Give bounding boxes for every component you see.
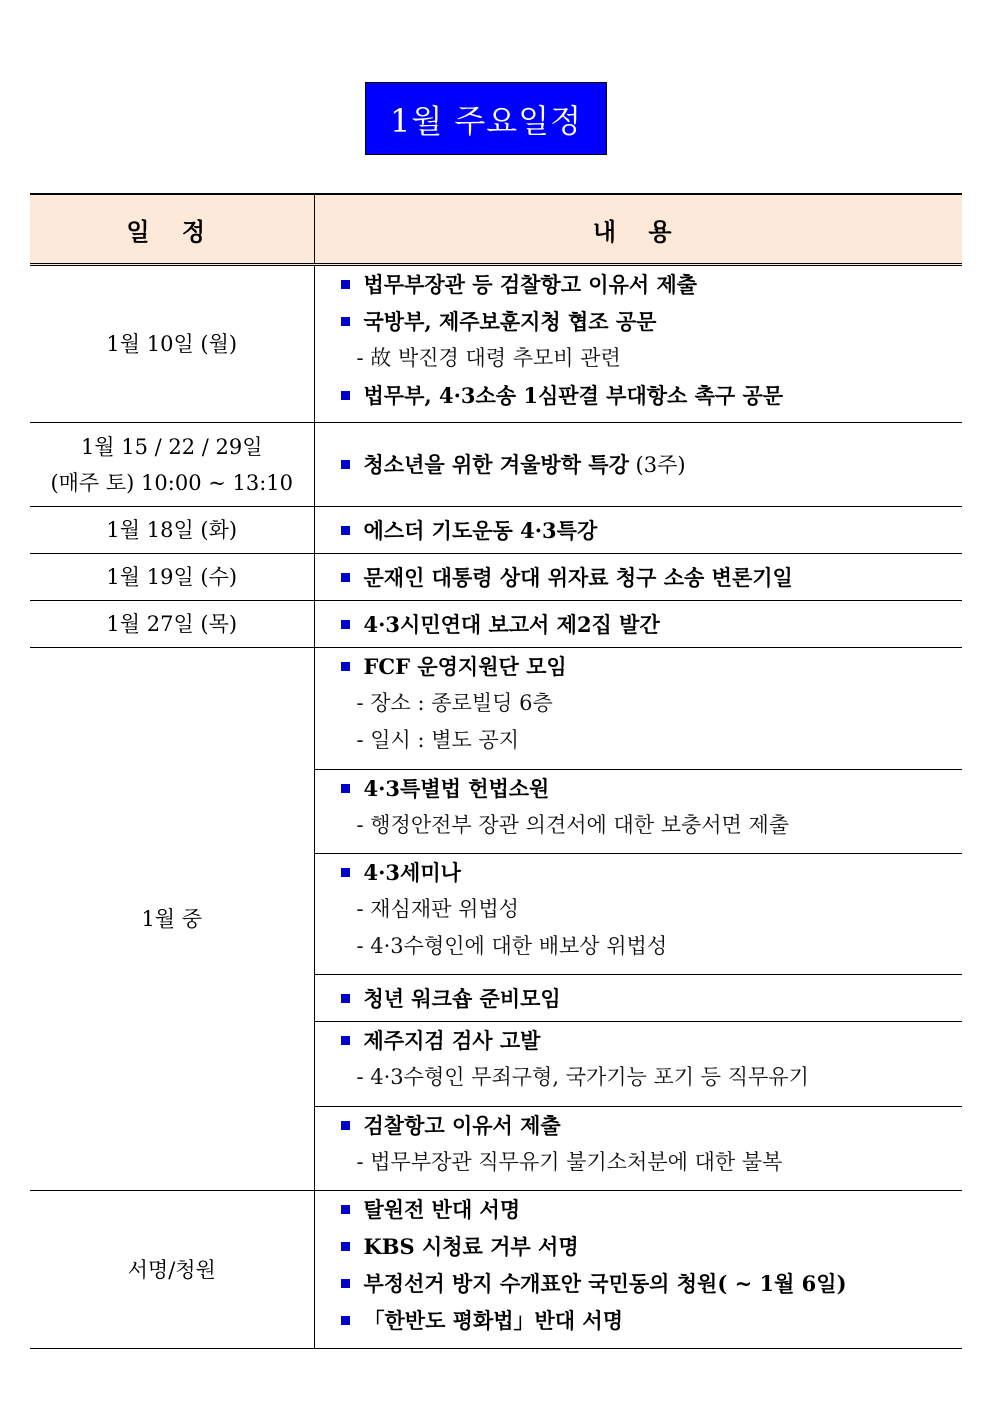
item-text: 「한반도 평화법」반대 서명 <box>363 1308 623 1333</box>
bullet-square-icon <box>341 460 350 469</box>
row-date: 1월 10일 (월) <box>30 265 314 423</box>
bullet-square-icon <box>341 868 350 877</box>
item-text: 청소년을 위한 겨울방학 특강 <box>363 452 629 477</box>
list-item <box>315 303 963 340</box>
row-content <box>314 507 962 554</box>
bullet-square-icon <box>341 573 350 582</box>
item-text: 제주지검 검사 고발 <box>363 1028 541 1053</box>
list-item <box>315 648 963 685</box>
row-date: 1월 19일 (수) <box>30 554 314 601</box>
list-item <box>315 1302 963 1339</box>
sub-item: - 재심재판 위법성 <box>356 897 519 921</box>
item-text: FCF 운영지원단 모임 <box>363 654 567 679</box>
item-text: 4·3세미나 <box>363 860 461 885</box>
schedule-table <box>30 193 962 1349</box>
item-text: 에스더 기도운동 4·3특강 <box>363 517 598 543</box>
row-date: 1월 중 <box>30 648 314 1191</box>
list-item <box>315 854 963 891</box>
bullet-square-icon <box>341 391 350 400</box>
list-item <box>315 512 963 549</box>
row-content <box>314 601 962 648</box>
page-title: 1월 주요일정 <box>389 101 583 140</box>
table-row <box>30 1191 962 1349</box>
date-line: 1월 15 / 22 / 29일 <box>80 434 263 459</box>
row-content <box>314 1107 962 1191</box>
table-header-row <box>30 194 962 265</box>
list-item <box>315 606 963 643</box>
table-row <box>30 554 962 601</box>
list-item <box>315 446 963 483</box>
sub-item: - 장소 : 종로빌딩 6층 <box>356 691 553 715</box>
bullet-square-icon <box>341 994 350 1003</box>
sub-item: - 故 박진경 대령 추모비 관련 <box>356 346 621 370</box>
table-row <box>30 507 962 554</box>
list-item <box>315 980 963 1017</box>
item-text: 탈원전 반대 서명 <box>363 1197 521 1222</box>
row-content <box>314 1191 962 1349</box>
item-text: 법무부장관 등 검찰항고 이유서 제출 <box>363 272 698 297</box>
sub-item: - 법무부장관 직무유기 불기소처분에 대한 불복 <box>356 1150 783 1174</box>
row-date <box>30 423 314 507</box>
list-item <box>315 1191 963 1228</box>
item-text: 부정선거 방지 수개표안 국민동의 청원( ~ 1월 6일) <box>363 1271 847 1296</box>
bullet-square-icon <box>341 280 350 289</box>
row-content <box>314 770 962 854</box>
item-text: 4·3특별법 헌법소원 <box>363 776 550 801</box>
bullet-square-icon <box>341 1316 350 1325</box>
item-text: KBS 시청료 거부 서명 <box>363 1234 579 1259</box>
list-item <box>315 770 963 807</box>
sub-item: - 일시 : 별도 공지 <box>356 728 520 752</box>
row-content <box>314 975 962 1022</box>
row-content <box>314 423 962 507</box>
row-content <box>314 648 962 770</box>
bullet-square-icon <box>341 1242 350 1251</box>
table-row <box>30 265 962 423</box>
header-schedule: 일 정 <box>30 194 314 265</box>
list-item <box>315 1022 963 1059</box>
list-item <box>315 559 963 596</box>
sub-item: - 행정안전부 장관 의견서에 대한 보충서면 제출 <box>356 813 790 837</box>
list-item <box>315 377 963 414</box>
table-row <box>30 648 962 770</box>
table-row <box>30 601 962 648</box>
list-item <box>315 1265 963 1302</box>
page-title-box <box>365 82 607 155</box>
bullet-square-icon <box>341 784 350 793</box>
item-text: 검찰항고 이유서 제출 <box>363 1113 561 1138</box>
item-text: 4·3시민연대 보고서 제2집 발간 <box>363 611 660 637</box>
table-row <box>30 423 962 507</box>
date-line: (매주 토) 10:00 ~ 13:10 <box>50 470 294 495</box>
bullet-square-icon <box>341 620 350 629</box>
bullet-square-icon <box>341 317 350 326</box>
row-content <box>314 554 962 601</box>
row-date: 1월 18일 (화) <box>30 507 314 554</box>
sub-item: - 4·3수형인 무죄구형, 국가기능 포기 등 직무유기 <box>356 1065 809 1089</box>
list-item <box>315 1107 963 1144</box>
bullet-square-icon <box>341 1279 350 1288</box>
row-date: 서명/청원 <box>30 1191 314 1349</box>
item-suffix: (3주) <box>628 453 686 477</box>
row-date: 1월 27일 (목) <box>30 601 314 648</box>
sub-item: - 4·3수형인에 대한 배보상 위법성 <box>356 934 668 958</box>
header-content: 내 용 <box>314 194 962 265</box>
list-item <box>315 266 963 303</box>
bullet-square-icon <box>341 1205 350 1214</box>
item-text: 문재인 대통령 상대 위자료 청구 소송 변론기일 <box>363 564 793 590</box>
row-content <box>314 1022 962 1107</box>
bullet-square-icon <box>341 1036 350 1045</box>
item-text: 국방부, 제주보훈지청 협조 공문 <box>363 309 657 334</box>
list-item <box>315 1228 963 1265</box>
row-content <box>314 854 962 975</box>
bullet-square-icon <box>341 1121 350 1130</box>
bullet-square-icon <box>341 662 350 671</box>
item-text: 청년 워크숍 준비모임 <box>363 985 561 1011</box>
item-text: 법무부, 4·3소송 1심판결 부대항소 촉구 공문 <box>363 383 784 408</box>
row-content <box>314 265 962 423</box>
bullet-square-icon <box>341 526 350 535</box>
